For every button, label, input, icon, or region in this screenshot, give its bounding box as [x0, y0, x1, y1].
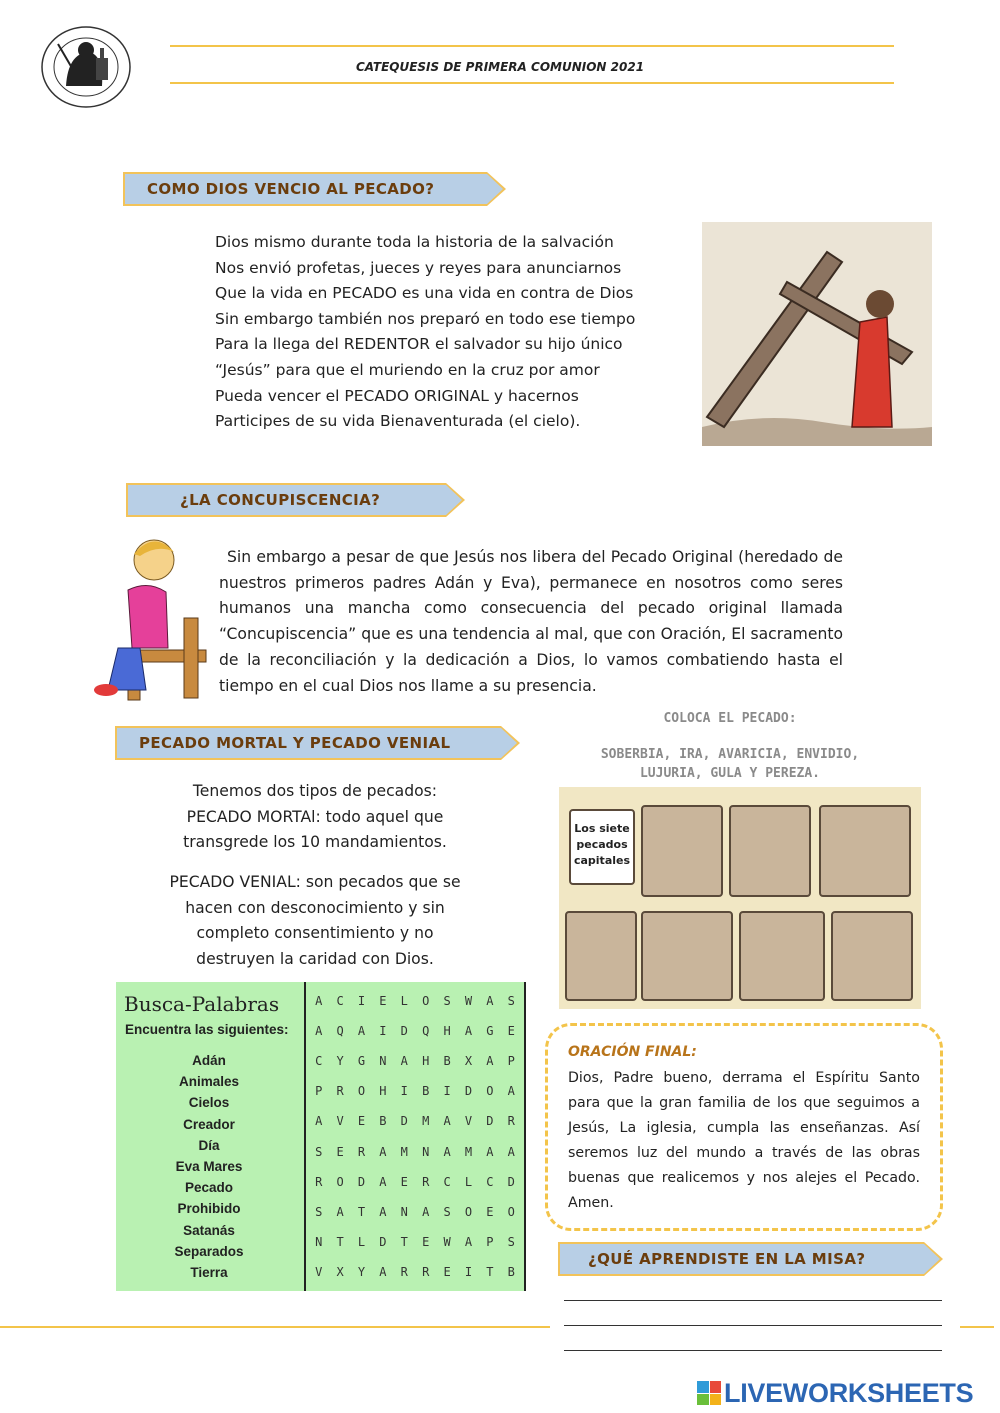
- sin-drop-slot-3[interactable]: [819, 805, 911, 897]
- grid-letter[interactable]: E: [336, 1144, 344, 1159]
- grid-letter[interactable]: T: [336, 1234, 344, 1249]
- text-line: destruyen la caridad con Dios.: [196, 950, 434, 969]
- word-item: Adán: [192, 1053, 226, 1068]
- grid-letter[interactable]: R: [336, 1084, 344, 1099]
- grid-letter[interactable]: E: [507, 1024, 515, 1039]
- banner-title: ¿LA CONCUPISCENCIA?: [180, 491, 381, 509]
- grid-letter[interactable]: R: [357, 1144, 366, 1159]
- word-item: Cielos: [188, 1095, 230, 1111]
- grid-letter[interactable]: Y: [357, 1264, 366, 1279]
- panel-title-line: capitales: [573, 854, 631, 867]
- grid-letter[interactable]: V: [315, 1264, 323, 1279]
- grid-letter[interactable]: G: [357, 1054, 366, 1069]
- grid-letter[interactable]: H: [379, 1084, 387, 1099]
- grid-letter[interactable]: N: [315, 1234, 323, 1249]
- grid-letter[interactable]: R: [507, 1114, 515, 1129]
- grid-letter[interactable]: A: [443, 1144, 451, 1159]
- grid-letter[interactable]: A: [315, 1114, 323, 1129]
- grid-letter[interactable]: A: [379, 1144, 387, 1159]
- grid-letter[interactable]: D: [400, 1114, 408, 1129]
- grid-letter[interactable]: E: [400, 1174, 408, 1189]
- header-title: CATEQUESIS DE PRIMERA COMUNION 2021: [355, 60, 645, 74]
- prayer-title: ORACIÓN FINAL:: [568, 1044, 697, 1060]
- grid-letter[interactable]: O: [422, 994, 430, 1009]
- brand-name: LIVEWORKSHEETS: [724, 1377, 974, 1408]
- panel-title-line: pecados: [576, 838, 628, 851]
- sins-list: [560, 745, 900, 783]
- grid-letter[interactable]: A: [357, 1024, 366, 1039]
- text-line: PECADO MORTAl: todo aquel que: [186, 807, 444, 826]
- praying-boy-image: [88, 530, 210, 714]
- grid-letter[interactable]: O: [464, 1204, 473, 1219]
- grid-letter[interactable]: E: [379, 994, 387, 1009]
- banner-como-dios-vencio: [123, 172, 487, 206]
- footer-divider-right: [960, 1326, 994, 1328]
- grid-letter[interactable]: A: [379, 1264, 387, 1279]
- grid-letter[interactable]: H: [422, 1054, 430, 1069]
- grid-letter[interactable]: S: [443, 994, 451, 1009]
- grid-letter[interactable]: G: [486, 1024, 494, 1039]
- jesus-cross-image: [702, 222, 932, 446]
- grid-letter[interactable]: D: [379, 1234, 387, 1249]
- grid-letter[interactable]: O: [336, 1174, 344, 1189]
- grid-letter[interactable]: S: [507, 994, 515, 1009]
- grid-letter[interactable]: N: [379, 1054, 387, 1069]
- pecado-venial-text: [130, 870, 500, 973]
- liveworksheets-icon: [697, 1381, 721, 1405]
- grid-letter[interactable]: A: [422, 1204, 430, 1219]
- word-item: Animales: [178, 1074, 240, 1090]
- grid-letter[interactable]: R: [315, 1174, 323, 1189]
- grid-letter[interactable]: A: [315, 994, 323, 1009]
- grid-letter[interactable]: X: [336, 1264, 344, 1279]
- grid-letter[interactable]: A: [486, 1144, 494, 1159]
- text-line: Dios mismo durante toda la historia de la salvación: [215, 233, 614, 251]
- grid-letter[interactable]: E: [357, 1114, 366, 1129]
- grid-letter[interactable]: D: [400, 1024, 408, 1039]
- grid-letter[interactable]: R: [400, 1264, 408, 1279]
- grid-letter[interactable]: M: [400, 1144, 408, 1159]
- grid-letter[interactable]: A: [400, 1054, 408, 1069]
- grid-letter[interactable]: A: [443, 1114, 451, 1129]
- prayer-text: Dios, Padre bueno, derrama el Espíritu Santo para que la gran familia de los que seguimos a Jesús, La iglesia, cumpla las enseñanzas. Así seremos luz del mundo a través de las obras buenas que realicemos y nos alejes el Pecado. Amen.: [568, 1070, 920, 1211]
- grid-letter[interactable]: I: [357, 994, 366, 1009]
- panel-title-line: Los siete: [574, 822, 630, 835]
- grid-letter[interactable]: O: [486, 1084, 494, 1099]
- grid-letter[interactable]: H: [443, 1024, 451, 1039]
- grid-letter[interactable]: C: [315, 1054, 323, 1069]
- text-line: Participes de su vida Bienaventurada (el cielo).: [215, 412, 581, 431]
- grid-letter[interactable]: D: [357, 1174, 366, 1189]
- banner-title: PECADO MORTAL Y PECADO VENIAL: [139, 734, 451, 752]
- grid-letter[interactable]: A: [379, 1204, 387, 1219]
- banner-concupiscencia: [126, 483, 446, 517]
- grid-letter[interactable]: N: [422, 1144, 430, 1159]
- grid-letter[interactable]: I: [464, 1264, 473, 1279]
- grid-letter[interactable]: R: [422, 1174, 430, 1189]
- grid-letter[interactable]: E: [443, 1264, 451, 1279]
- grid-letter[interactable]: A: [486, 1054, 494, 1069]
- text-line: Nos envió profetas, jueces y reyes para anunciarnos: [215, 258, 622, 277]
- grid-letter[interactable]: B: [379, 1114, 387, 1129]
- grid-letter[interactable]: A: [464, 1234, 473, 1249]
- footer-divider-left: [0, 1326, 550, 1328]
- grid-letter[interactable]: D: [507, 1174, 515, 1189]
- text-line: “Jesús” para que el muriendo en la cruz por amor: [215, 360, 600, 379]
- grid-letter[interactable]: O: [357, 1084, 366, 1099]
- grid-letter[interactable]: S: [315, 1204, 323, 1219]
- grid-letter[interactable]: D: [464, 1084, 473, 1099]
- sins-list-line: LUJURIA, GULA Y PEREZA.: [639, 766, 820, 781]
- grid-letter[interactable]: B: [422, 1084, 430, 1099]
- grid-letter[interactable]: P: [507, 1054, 515, 1069]
- wordsearch-grid: [304, 982, 526, 1291]
- grid-letter[interactable]: A: [336, 1204, 344, 1219]
- grid-letter[interactable]: T: [400, 1234, 408, 1249]
- grid-letter[interactable]: X: [464, 1054, 473, 1069]
- grid-letter[interactable]: B: [507, 1264, 515, 1279]
- grid-letter[interactable]: A: [486, 994, 494, 1009]
- text-line: completo consentimiento y no: [196, 924, 434, 943]
- text-line: Sin embargo también nos preparó en todo ese tiempo: [215, 309, 636, 328]
- word-item: Tierra: [190, 1265, 228, 1281]
- grid-letter[interactable]: V: [336, 1114, 344, 1129]
- text-line: Que la vida en PECADO es una vida en contra de Dios: [215, 284, 634, 303]
- wordsearch-title: Busca-Palabras: [124, 992, 280, 1016]
- grid-letter[interactable]: I: [443, 1084, 451, 1099]
- word-item: Separados: [174, 1243, 244, 1259]
- grid-letter[interactable]: S: [443, 1204, 451, 1219]
- grid-letter[interactable]: O: [507, 1204, 515, 1219]
- word-item: Día: [198, 1137, 220, 1153]
- liveworksheets-logo[interactable]: [697, 1378, 973, 1408]
- grid-letter[interactable]: I: [379, 1024, 387, 1039]
- answer-line-3[interactable]: [564, 1350, 942, 1351]
- grid-letter[interactable]: L: [400, 994, 408, 1009]
- oracion-final-box: [545, 1023, 943, 1231]
- sin-drop-slot-7[interactable]: [831, 911, 913, 1001]
- grid-letter[interactable]: Q: [336, 1024, 344, 1039]
- grid-letter[interactable]: W: [464, 994, 473, 1009]
- grid-letter[interactable]: C: [336, 994, 344, 1009]
- grid-letter[interactable]: M: [422, 1114, 430, 1129]
- grid-letter[interactable]: Q: [422, 1024, 430, 1039]
- grid-letter[interactable]: B: [443, 1054, 451, 1069]
- word-item: Eva Mares: [175, 1159, 243, 1175]
- grid-letter[interactable]: E: [422, 1234, 430, 1249]
- grid-letter[interactable]: A: [315, 1024, 323, 1039]
- grid-letter[interactable]: P: [315, 1084, 323, 1099]
- panel-title-box: [569, 809, 635, 885]
- sin-drop-slot-5[interactable]: [641, 911, 733, 1001]
- grid-letter[interactable]: A: [507, 1144, 515, 1159]
- wordsearch-word-list: [152, 1050, 266, 1283]
- word-item: Creador: [183, 1116, 235, 1132]
- text-line: PECADO VENIAL: son pecados que se: [169, 873, 461, 891]
- grid-letter[interactable]: E: [486, 1204, 494, 1219]
- grid-letter[interactable]: T: [486, 1264, 494, 1279]
- grid-letter[interactable]: L: [357, 1234, 366, 1249]
- answer-line-2[interactable]: [564, 1325, 942, 1326]
- text-line: transgrede los 10 mandamientos.: [183, 833, 447, 852]
- coloca-pecado-label: COLOCA EL PECADO:: [663, 711, 797, 726]
- grid-letter[interactable]: P: [486, 1234, 494, 1249]
- banner-title: COMO DIOS VENCIO AL PECADO?: [147, 180, 435, 198]
- grid-letter[interactable]: D: [486, 1114, 494, 1129]
- grid-letter[interactable]: N: [400, 1204, 408, 1219]
- banner-title: ¿QUÉ APRENDISTE EN LA MISA?: [588, 1250, 866, 1268]
- grid-letter[interactable]: M: [464, 1144, 473, 1159]
- text-line: Pueda vencer el PECADO ORIGINAL y hacernos: [215, 386, 579, 405]
- sin-drop-slot-4[interactable]: [565, 911, 637, 1001]
- seven-sins-panel: [559, 787, 921, 1009]
- word-item: Satanás: [183, 1222, 235, 1238]
- grid-letter[interactable]: Y: [336, 1054, 344, 1069]
- grid-letter[interactable]: C: [443, 1174, 451, 1189]
- grid-letter[interactable]: L: [464, 1174, 473, 1189]
- sin-drop-slot-2[interactable]: [729, 805, 811, 897]
- grid-letter[interactable]: S: [507, 1234, 515, 1249]
- grid-letter[interactable]: A: [507, 1084, 515, 1099]
- answer-line-1[interactable]: [564, 1300, 942, 1301]
- sin-drop-slot-1[interactable]: [641, 805, 723, 897]
- word-item: Pecado: [184, 1180, 234, 1196]
- parish-logo: [36, 24, 136, 110]
- grid-letter[interactable]: S: [315, 1144, 323, 1159]
- grid-letter[interactable]: A: [379, 1174, 387, 1189]
- text-line: hacen con desconocimiento y sin: [185, 898, 445, 917]
- wordsearch-subtitle: Encuentra las siguientes:: [125, 1022, 289, 1037]
- grid-letter[interactable]: I: [400, 1084, 408, 1099]
- grid-letter[interactable]: C: [486, 1174, 494, 1189]
- grid-letter[interactable]: T: [357, 1204, 366, 1219]
- text-line: Para la llega del REDENTOR el salvador su hijo único: [215, 335, 623, 354]
- grid-letter[interactable]: V: [464, 1114, 473, 1129]
- section1-text: [215, 230, 695, 435]
- sins-list-line: SOBERBIA, IRA, AVARICIA, ENVIDIO,: [600, 747, 860, 762]
- grid-letter[interactable]: W: [443, 1234, 451, 1249]
- banner-pecado-mortal-venial: [115, 726, 501, 760]
- text-line: Tenemos dos tipos de pecados:: [192, 782, 438, 800]
- banner-que-aprendiste: [558, 1242, 924, 1276]
- tipos-pecado-text: [130, 779, 500, 856]
- sin-drop-slot-6[interactable]: [739, 911, 825, 1001]
- word-item: Prohibido: [177, 1201, 241, 1217]
- grid-letter[interactable]: R: [422, 1264, 430, 1279]
- word-search-panel: [116, 982, 526, 1291]
- grid-letter[interactable]: A: [464, 1024, 473, 1039]
- concupiscencia-text: Sin embargo a pesar de que Jesús nos libera del Pecado Original (heredado de nuestros primeros padres Adán y Eva), permanece en nosotros como seres humanos una mancha como consecuencia del pecado original llamada “Concupiscencia” que es una tendencia al mal, que con Oración, El sacramento de la reconciliación y la dedicación a Dios, lo vamos combatiendo hasta el tiempo en el cual Dios nos llame a su presencia.: [219, 548, 843, 695]
